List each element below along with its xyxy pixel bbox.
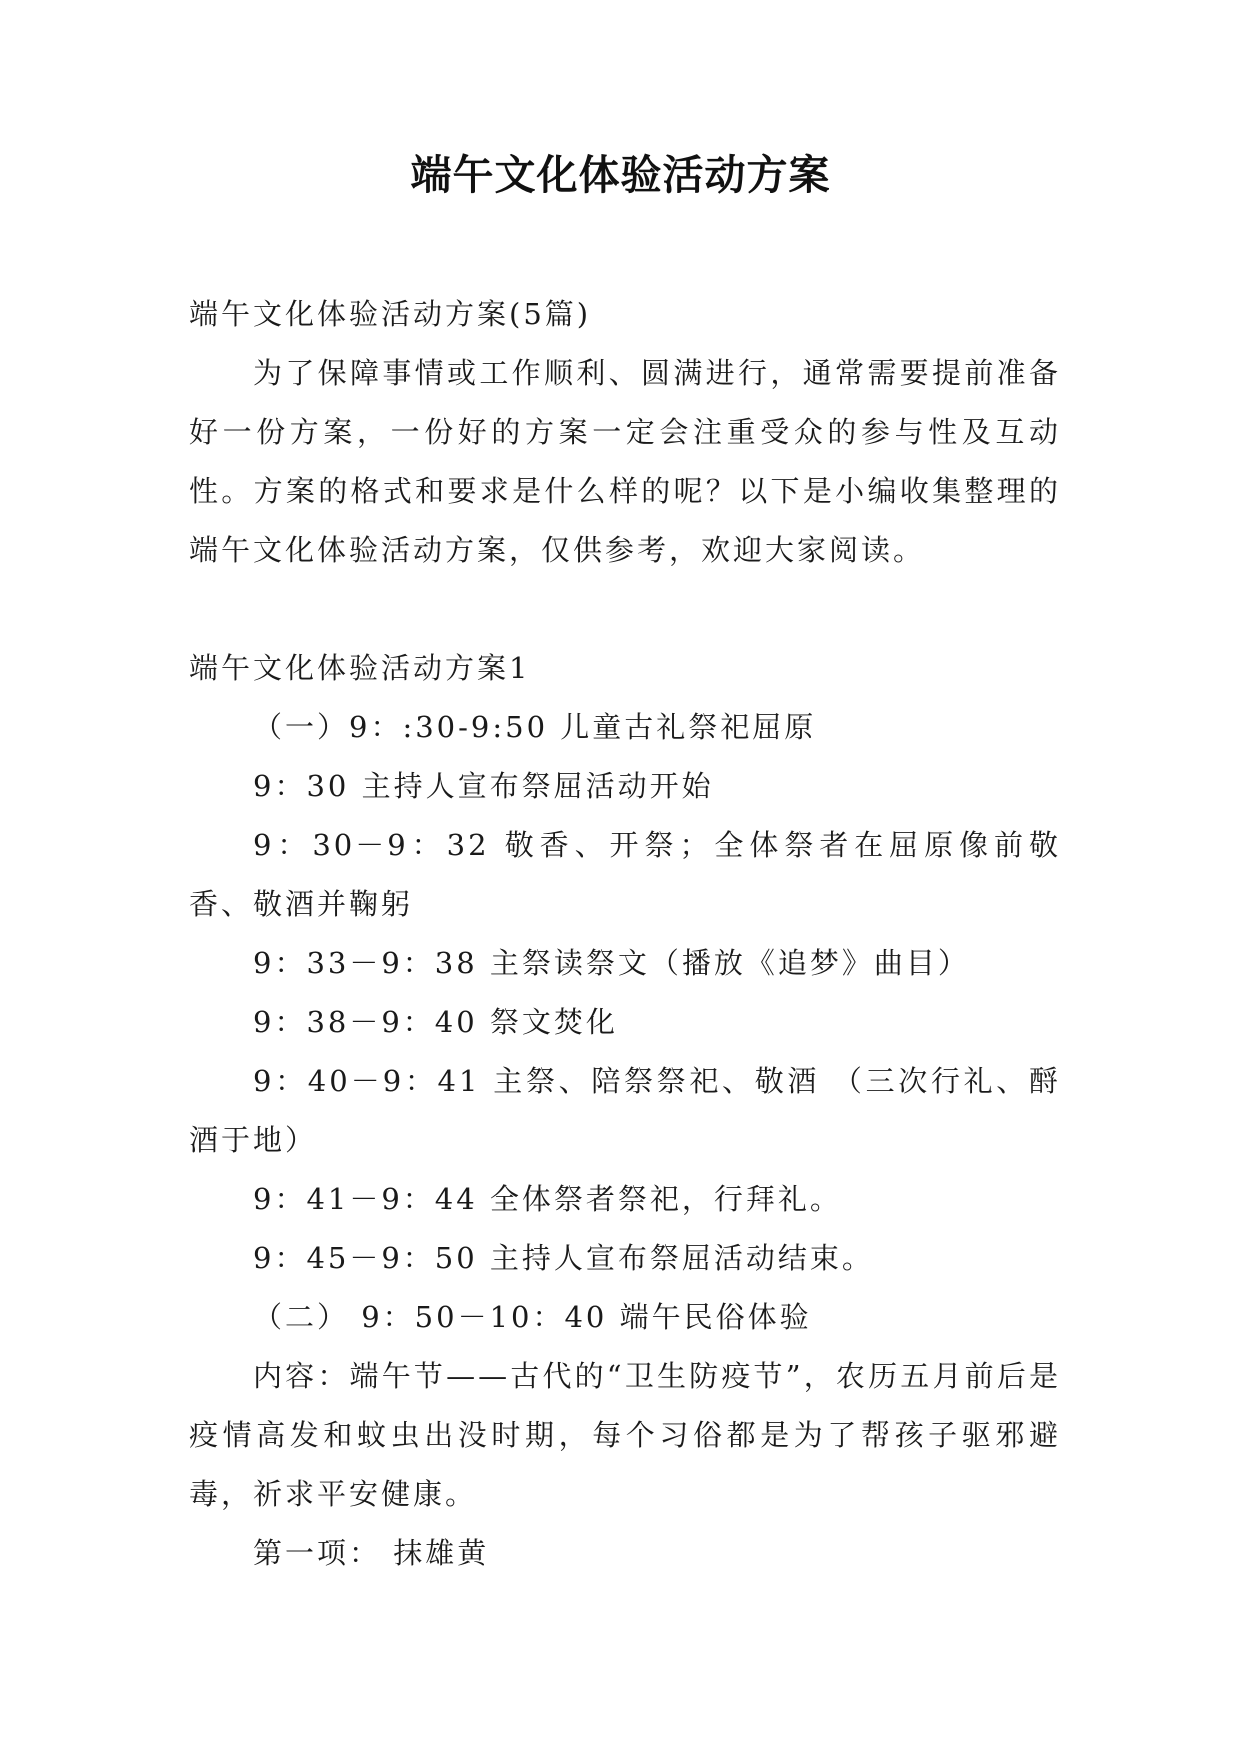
item-line: 第一项： 抹雄黄 [253,1536,490,1570]
schedule-line: （一）9：:30-9:50 儿童古礼祭祀屈原 [253,710,817,744]
schedule-line: 9：30－9：32 敬香、开祭；全体祭者在屈原像前敬香、敬酒并鞠躬 [189,828,1061,921]
schedule-line: 9：45－9：50 主持人宣布祭屈活动结束。 [253,1241,874,1275]
section-heading: 端午文化体验活动方案1 [189,651,531,685]
document-title: 端午文化体验活动方案 [410,151,831,199]
content-paragraph: 内容：端午节——古代的“卫生防疫节”，农历五月前后是疫情高发和蚊虫出没时期，每个习俗都是为了帮孩子驱邪避毒，祈求平安健康。 [189,1359,1061,1511]
document-body [189,285,1061,1583]
schedule-line: 9：40－9：41 主祭、陪祭祭祀、敬酒 （三次行礼、酹酒于地） [189,1064,1061,1157]
intro-paragraph: 为了保障事情或工作顺利、圆满进行，通常需要提前准备好一份方案，一份好的方案一定会注重受众的参与性及互动性。方案的格式和要求是什么样的呢？以下是小编收集整理的端午文化体验活动方案，仅供参考，欢迎大家阅读。 [189,356,1061,567]
schedule-line: 9：30 主持人宣布祭屈活动开始 [253,769,714,803]
schedule-line: 9：33－9：38 主祭读祭文（播放《追梦》曲目） [253,946,970,980]
schedule-line: 9：41－9：44 全体祭者祭祀，行拜礼。 [253,1182,842,1216]
schedule-line: （二） 9：50－10：40 端午民俗体验 [253,1300,812,1334]
schedule-line: 9：38－9：40 祭文焚化 [253,1005,618,1039]
document-subtitle: 端午文化体验活动方案(5篇) [189,297,592,331]
